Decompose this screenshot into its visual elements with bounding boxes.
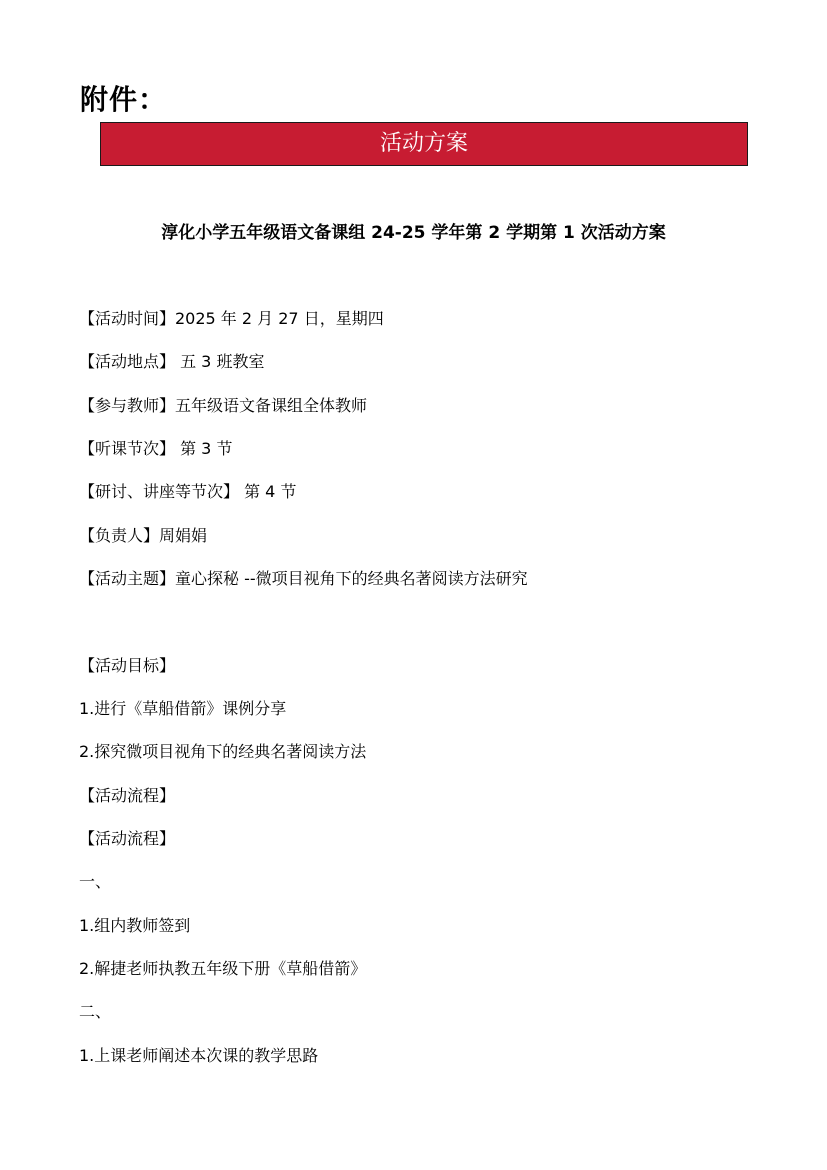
section-two-label: 二、 xyxy=(79,1002,112,1021)
goal-item: 1.进行《草船借箭》课例分享 xyxy=(79,699,287,718)
goals-heading: 【活动目标】 xyxy=(79,656,176,675)
process-heading: 【活动流程】 xyxy=(79,829,176,848)
process-item: 1.组内教师签到 xyxy=(79,916,191,935)
goal-item: 2.探究微项目视角下的经典名著阅读方法 xyxy=(79,742,367,761)
banner xyxy=(100,122,748,166)
info-line-period: 【听课节次】 第 3 节 xyxy=(79,439,233,458)
info-line-discussion: 【研讨、讲座等节次】 第 4 节 xyxy=(79,482,297,501)
process-heading: 【活动流程】 xyxy=(79,786,176,805)
process-item: 2.解捷老师执教五年级下册《草船借箭》 xyxy=(79,959,367,978)
document-title: 淳化小学五年级语文备课组 24-25 学年第 2 学期第 1 次活动方案 xyxy=(161,223,666,243)
banner-title: 活动方案 xyxy=(379,131,468,156)
info-line-time: 【活动时间】2025 年 2 月 27 日，星期四 xyxy=(79,309,384,328)
info-line-leader: 【负责人】周娟娟 xyxy=(79,526,208,545)
section-one-label: 一、 xyxy=(79,872,112,891)
info-line-theme: 【活动主题】童心探秘 --微项目视角下的经典名著阅读方法研究 xyxy=(79,569,528,588)
info-line-teachers: 【参与教师】五年级语文备课组全体教师 xyxy=(79,396,368,415)
process-item: 1.上课老师阐述本次课的教学思路 xyxy=(79,1046,319,1065)
attachment-label: 附件： xyxy=(80,83,168,116)
info-line-location: 【活动地点】 五 3 班教室 xyxy=(79,352,265,371)
